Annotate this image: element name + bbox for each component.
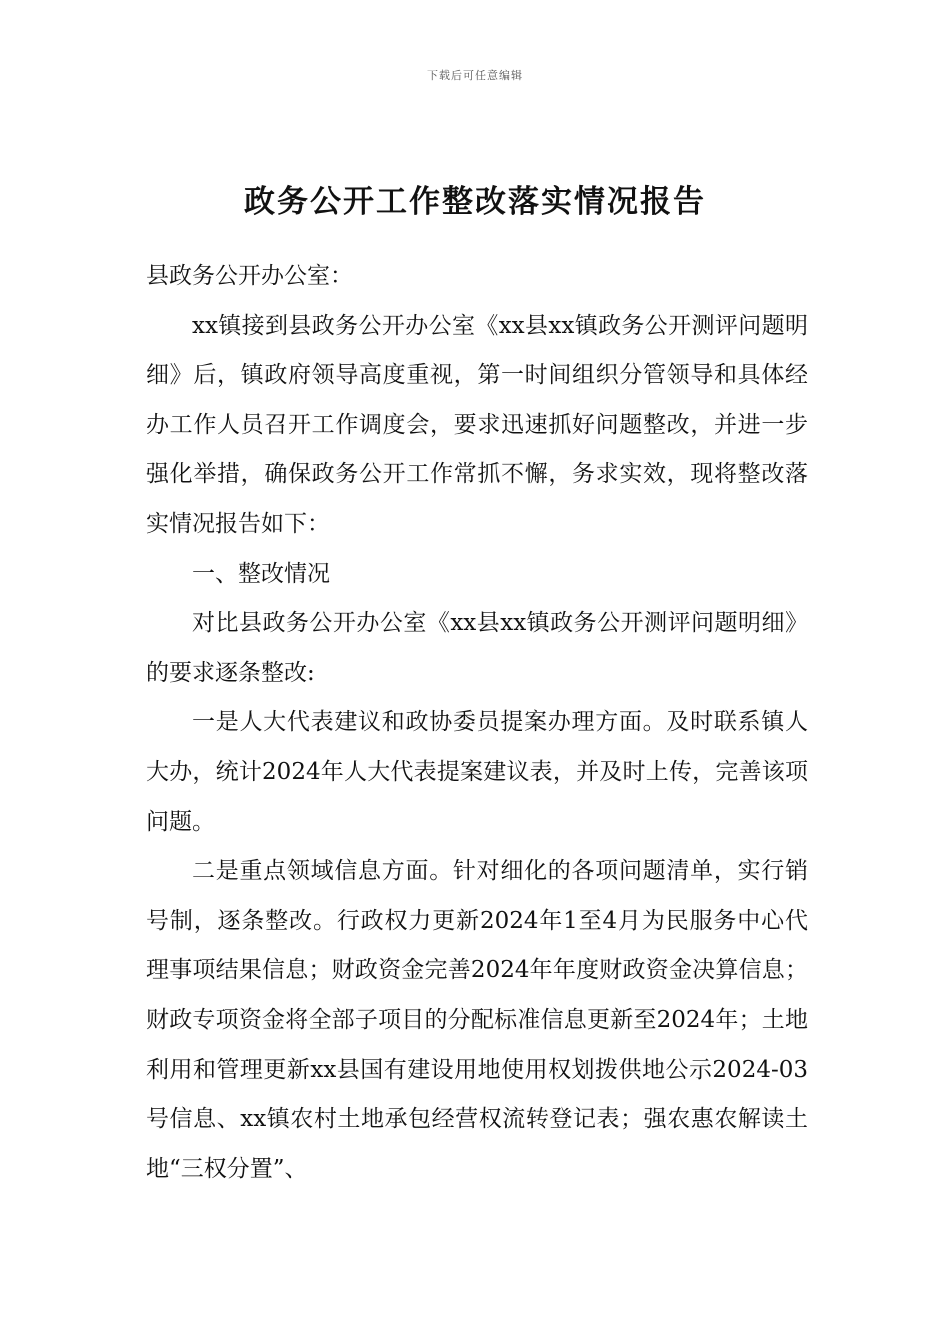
paragraph-point-two: 二是重点领域信息方面。针对细化的各项问题清单，实行销号制，逐条整改。行政权力更新2024年1至4月为民服务中心代理事项结果信息；财政资金完善2024年年度财政资金决算信息；财政专项资金将全部子项目的分配标准信息更新至2024年；土地利用和管理更新xx县国有建设用地使用权划拨供地公示2024-03号信息、xx镇农村土地承包经营权流转登记表；强农惠农解读土地“三权分置”、 [146,858,808,1182]
section-heading-rectification: 一、整改情况 [192,560,330,587]
document-title: 政务公开工作整改落实情况报告 [244,184,706,220]
paragraph-intro: xx镇接到县政务公开办公室《xx县xx镇政务公开测评问题明细》后，镇政府领导高度重视，第一时间组织分管领导和具体经办工作人员召开工作调度会，要求迅速抓好问题整改，并进一步强化举措，确保政务公开工作常抓不懈，务求实效，现将整改落实情况报告如下： [146,312,808,537]
page-header-note: 下载后可任意编辑 [427,69,523,82]
paragraph-comparison: 对比县政务公开办公室《xx县xx镇政务公开测评问题明细》的要求逐条整改: [146,610,808,686]
salutation: 县政务公开办公室： [146,263,353,289]
document-body [146,252,808,1194]
paragraph-point-one: 一是人大代表建议和政协委员提案办理方面。及时联系镇人大办，统计2024年人大代表提案建议表，并及时上传，完善该项问题。 [146,709,808,835]
